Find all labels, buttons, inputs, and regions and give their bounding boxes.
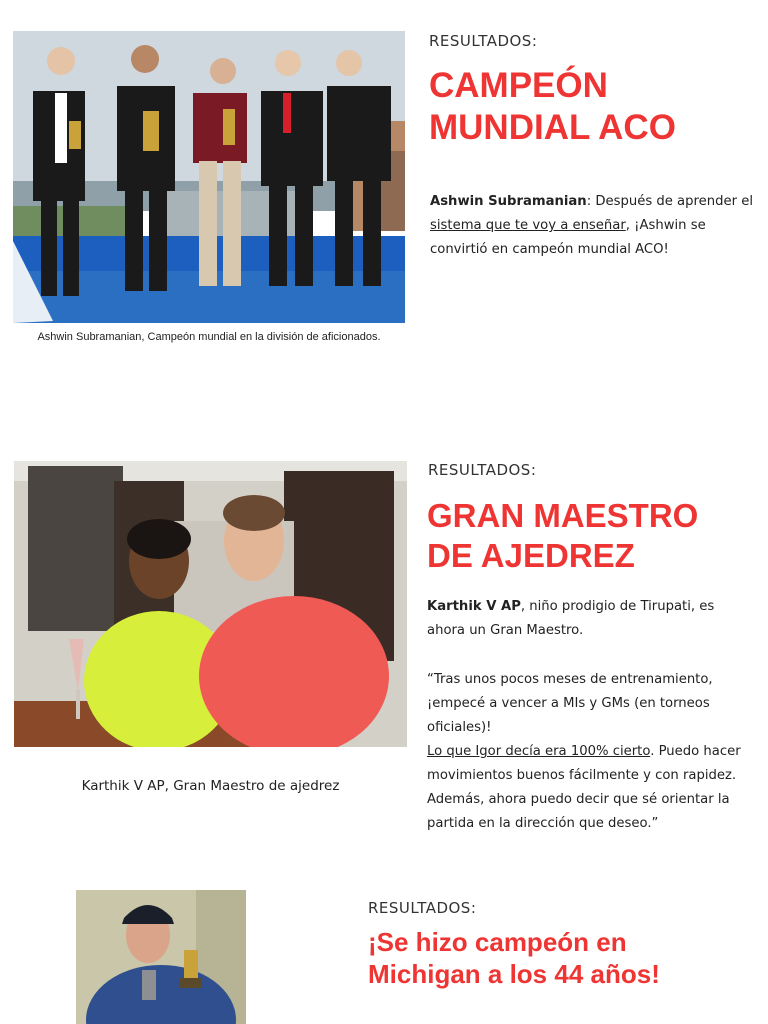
igor-link[interactable]: Lo que Igor decía era 100% cierto bbox=[427, 744, 651, 759]
section2-results-label: RESULTADOS: bbox=[428, 461, 537, 479]
section2-quote-a: “Tras unos pocos meses de entrenamiento, ¡empecé a vencer a MIs y GMs (en torneos oficiales)! bbox=[427, 672, 713, 735]
section1-body bbox=[430, 190, 755, 262]
section1-text-b: , ¡Ashwin se convirtió en campeón mundial ACO! bbox=[430, 218, 706, 257]
section2-headline-line2: DE AJEDREZ bbox=[427, 537, 635, 574]
podium-photo-caption: Ashwin Subramanian, Campeón mundial en la división de aficionados. bbox=[37, 331, 381, 343]
michigan-photo bbox=[76, 890, 246, 1024]
section1-results-label: RESULTADOS: bbox=[429, 32, 538, 50]
section1-headline-line1: CAMPEÓN bbox=[429, 66, 608, 105]
section3-headline bbox=[368, 926, 660, 990]
section2-quote-b: . Puedo hacer movimientos buenos fácilmente y con rapidez. Además, ahora puedo decir que sé orientar la partida en la dirección que deseo.” bbox=[427, 744, 741, 831]
section2-quote bbox=[427, 668, 763, 836]
section1-headline-line2: MUNDIAL ACO bbox=[429, 108, 676, 147]
section2-headline bbox=[427, 496, 698, 576]
section3-headline-line2: Michigan a los 44 años! bbox=[368, 959, 660, 989]
karthik-photo bbox=[14, 461, 407, 747]
section2-headline-line1: GRAN MAESTRO bbox=[427, 497, 699, 534]
system-link[interactable]: sistema que te voy a enseñar bbox=[430, 218, 626, 233]
section3-headline-line1: ¡Se hizo campeón en bbox=[368, 927, 627, 957]
section1-headline bbox=[429, 65, 676, 149]
section2-name: Karthik V AP bbox=[427, 599, 521, 614]
section2-intro-text: , niño prodigio de Tirupati, es ahora un Gran Maestro. bbox=[427, 599, 715, 638]
section1-name: Ashwin Subramanian bbox=[430, 194, 587, 209]
podium-photo bbox=[13, 31, 405, 323]
karthik-photo-caption: Karthik V AP, Gran Maestro de ajedrez bbox=[81, 778, 340, 794]
section3-results-label: RESULTADOS: bbox=[368, 899, 477, 917]
section1-text-a: : Después de aprender el bbox=[586, 194, 753, 209]
section2-intro bbox=[427, 595, 745, 643]
